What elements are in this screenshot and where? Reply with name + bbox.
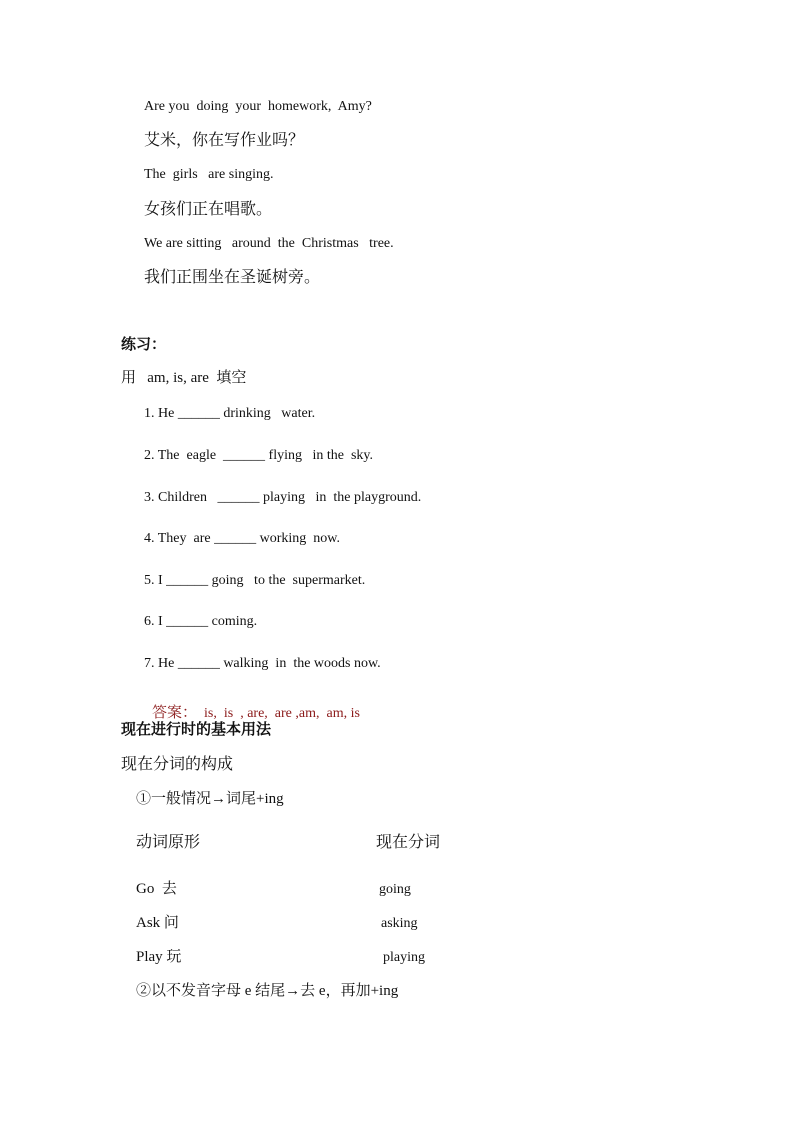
exercise-instruction: 用 am, is, are 填空 [121, 370, 247, 386]
table-row-3-base: Play 玩 [136, 949, 182, 965]
exercise-item-1: 1. He ______ drinking water. [144, 406, 316, 421]
example-1-english: Are you doing your homework, Amy? [144, 99, 372, 114]
exercise-item-7: 7. He ______ walking in the woods now. [144, 656, 381, 671]
usage-title: 现在进行时的基本用法 [121, 722, 272, 738]
rule-2: ②以不发音字母 e 结尾→去 e，再加+ing [136, 983, 399, 999]
answer-label: 答案： [152, 705, 198, 721]
table-row-1-participle: going [379, 882, 411, 897]
exercise-item-3: 3. Children ______ playing in the playground. [144, 490, 422, 505]
exercise-item-4: 4. They are ______ working now. [144, 531, 340, 546]
example-2-chinese: 女孩们正在唱歌。 [144, 201, 273, 218]
exercise-item-6: 6. I ______ coming. [144, 614, 258, 629]
table-header-participle: 现在分词 [376, 834, 441, 851]
rule-1: ①一般情况→词尾+ing [136, 791, 284, 807]
answer-text: is, is , are, are ,am, am, is [197, 706, 360, 721]
exercise-item-5: 5. I ______ going to the supermarket. [144, 573, 366, 588]
exercise-item-2: 2. The eagle ______ flying in the sky. [144, 448, 374, 463]
example-3-chinese: 我们正围坐在圣诞树旁。 [144, 269, 321, 286]
table-row-3-participle: playing [383, 950, 425, 965]
table-row-1-base: Go 去 [136, 881, 177, 897]
table-row-2-base: Ask 问 [136, 915, 179, 931]
example-3-english: We are sitting around the Christmas tree. [144, 236, 394, 251]
table-row-2-participle: asking [381, 916, 418, 931]
table-header-base-form: 动词原形 [136, 834, 201, 851]
example-1-chinese: 艾米，你在写作业吗？ [144, 132, 305, 149]
example-2-english: The girls are singing. [144, 167, 274, 182]
answer-line [144, 689, 360, 721]
usage-subtitle: 现在分词的构成 [121, 756, 234, 773]
exercise-title: 练习： [121, 337, 167, 353]
